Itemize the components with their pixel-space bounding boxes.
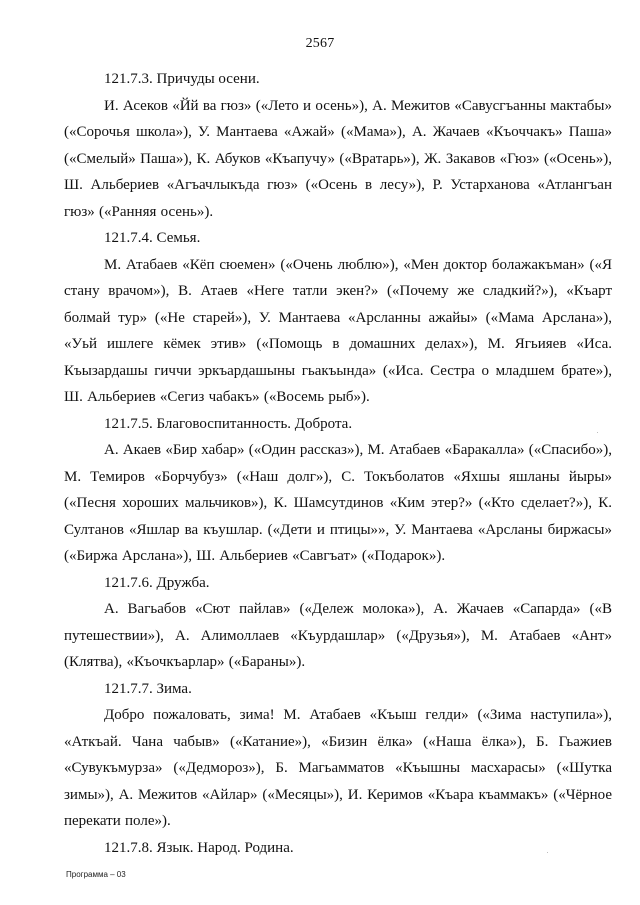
section-text-121-7-5: А. Акаев «Бир хабар» («Один рассказ»), М. Атабаев «Баракалла» («Спасибо»), М. Темиров «Борчубуз» («Наш долг»), С. Токъболатов «Яхшы яшланы йыры» («Песня хороших мальчиков»), К. Шамсутдинов «Ким этер?» («Кто сделает?»), К. Султанов «Яшлар ва къушлар. («Дети и птицы»», У. Мантаева «Арсланы биржасы» («Биржа Арслана»), Ш. Альбериев «Савгъат» («Подарок»). xyxy=(64,442,612,564)
section-text-121-7-4: М. Атабаев «Кёп сюемен» («Очень люблю»), «Мен доктор болажакъман» («Я стану врачом»), В. Атаев «Неге татли экен?» («Почему же сладкий?»), «Къарт болмай тур» («Не старей»), У. Мантаева «Арсланны ажайы» («Мама Арслана»), «Уьй ишлеге кёмек этив» («Помощь в домашних делах»), М. Ягьияев «Иса. Къызардашы гиччи эркъардашыны гьакъында» («Иса. Сестра о младшем брате»), Ш. Альбериев «Сегиз чабакъ» («Восемь рыб»). xyxy=(64,256,612,405)
section-heading-121-7-8: 121.7.8. Язык. Народ. Родина. xyxy=(104,839,294,856)
section-heading-121-7-6: 121.7.6. Дружба. xyxy=(104,574,210,591)
scan-speck xyxy=(597,432,598,433)
page-footer: Программа – 03 xyxy=(66,870,126,879)
document-body xyxy=(64,66,612,861)
page-number: 2567 xyxy=(305,36,335,51)
section-heading-121-7-7: 121.7.7. Зима. xyxy=(104,680,192,697)
section-text-121-7-6: А. Вагьабов «Сют пайлав» («Дележ молока»), А. Жачаев «Сапарда» («В путешествии»), А. Алимоллаев «Къурдашлар» («Друзья»), М. Атабаев «Ант» (Клятва), «Къочкъарлар» («Бараны»). xyxy=(64,601,612,670)
scan-speck xyxy=(547,852,548,853)
section-heading-121-7-3: 121.7.3. Причуды осени. xyxy=(104,71,260,87)
section-heading-121-7-4: 121.7.4. Семья. xyxy=(104,230,201,246)
section-text-121-7-7: Добро пожаловать, зима! М. Атабаев «Къыш гелди» («Зима наступила»), «Аткъай. Чана чабыв» («Катание»), «Бизин ёлка» («Наша ёлка»), Б. Гьажиев «Сувукъмурза» («Дедмороз»), Б. Магьамматов «Къышны масхарасы» («Шутка зимы»), А. Межитов «Айлар» («Месяцы»), И. Керимов «Къара къаммакъ» («Чёрное перекати поле»). xyxy=(64,707,612,829)
section-heading-121-7-5: 121.7.5. Благовоспитанность. Доброта. xyxy=(104,415,353,432)
section-text-121-7-3: И. Асеков «Йй ва гюз» («Лето и осень»), А. Межитов «Савусгъанны мактабы» («Сорочья школа»), У. Мантаева «Ажай» («Мама»), А. Жачаев «Къоччакъ» Паша» («Смелый» Паша»), К. Абуков «Къапучу» («Вратарь»), Ж. Закавов «Гюз» («Осень»), Ш. Альбериев «Агъачлыкъда гюз» («Осень в лесу»), Р. Устарханова «Атлангъан гюз» («Ранняя осень»). xyxy=(64,97,612,220)
